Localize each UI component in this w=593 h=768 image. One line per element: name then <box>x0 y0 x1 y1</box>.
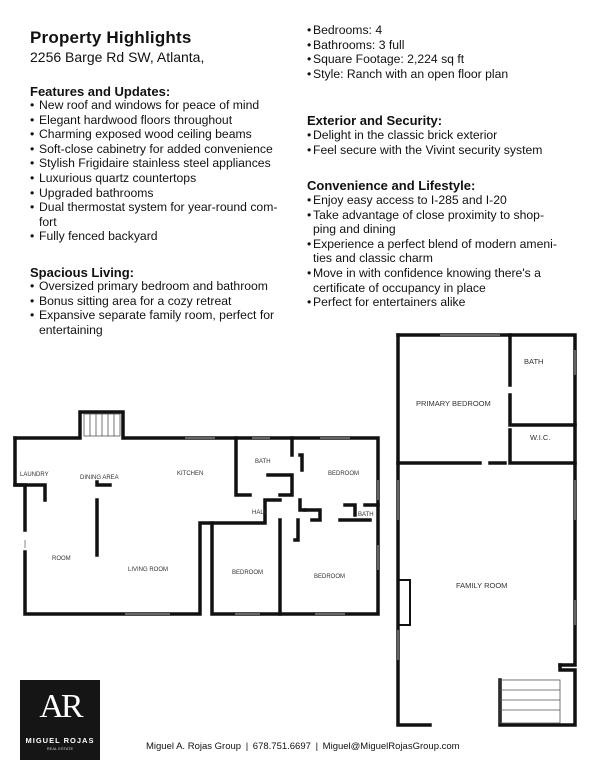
page-title: Property Highlights <box>30 28 192 47</box>
room-label-primary-bedroom: PRIMARY BEDROOM <box>416 399 491 408</box>
list-item: • Enjoy easy access to I-285 and I-20 <box>307 193 577 208</box>
room-label-family: FAMILY ROOM <box>456 581 508 590</box>
room-label-bedroom-2: BEDROOM <box>232 570 264 576</box>
exterior-heading: Exterior and Security: <box>307 113 443 128</box>
list-item: • Elegant hardwood floors throughout <box>30 113 300 128</box>
logo-name: MIGUEL ROJAS <box>25 736 95 745</box>
list-item: • Take advantage of close proximity to shop- <box>307 208 577 223</box>
room-label-bath-1: BATH <box>255 459 271 465</box>
room-label-dining: DINING AREA <box>80 475 119 481</box>
list-item-continued: certificate of occupancy in place <box>313 280 486 295</box>
brand-logo <box>20 680 100 760</box>
room-label-bath-2: BATH <box>358 512 374 518</box>
list-item: • Upgraded bathrooms <box>30 186 300 201</box>
list-item: • Bathrooms: 3 full <box>307 38 577 53</box>
list-item: • Expansive separate family room, perfect for <box>30 308 300 323</box>
facts-list <box>307 23 577 81</box>
room-label-living: LIVING ROOM <box>128 567 169 573</box>
separator: | <box>315 741 319 752</box>
property-address: 2256 Barge Rd SW, Atlanta, <box>30 49 205 65</box>
list-item: • Style: Ranch with an open floor plan <box>307 67 577 82</box>
phone-link[interactable]: 678.751.6697 <box>252 741 311 752</box>
features-heading: Features and Updates: <box>30 84 171 99</box>
list-item: • Bedrooms: 4 <box>307 23 577 38</box>
agent-group: Miguel A. Rojas Group <box>146 741 242 752</box>
list-item: • Delight in the classic brick exterior <box>307 128 577 143</box>
room-label-hall: HALL <box>252 510 268 516</box>
list-item: • Charming exposed wood ceiling beams <box>30 127 300 142</box>
contact-footer <box>145 741 461 752</box>
list-item: • Perfect for entertainers alike <box>307 295 577 310</box>
room-label-bedroom-1: BEDROOM <box>328 471 360 477</box>
list-item: • Feel secure with the Vivint security system <box>307 143 577 158</box>
logo-subtitle: REAL ESTATE <box>46 746 74 751</box>
floor-plan <box>0 322 593 735</box>
features-list <box>30 98 300 244</box>
convenience-heading: Convenience and Lifestyle: <box>307 178 476 193</box>
list-item: • New roof and windows for peace of mind <box>30 98 300 113</box>
room-label-kitchen: KITCHEN <box>177 471 204 477</box>
list-item: • Fully fenced backyard <box>30 229 300 244</box>
list-item: • Square Footage: 2,224 sq ft <box>307 52 577 67</box>
list-item: • Experience a perfect blend of modern ameni- <box>307 237 577 252</box>
room-label-room: ROOM <box>52 556 71 562</box>
list-item-continued: ties and classic charm <box>313 251 433 266</box>
email-link[interactable]: Miguel@MiguelRojasGroup.com <box>322 741 460 752</box>
list-item: • Luxurious quartz countertops <box>30 171 300 186</box>
convenience-list <box>307 193 577 310</box>
list-item: • Stylish Frigidaire stainless steel appliances <box>30 156 300 171</box>
list-item-continued: entertaining <box>39 322 103 337</box>
list-item-continued: fort <box>39 214 57 229</box>
spacious-heading: Spacious Living: <box>30 265 135 280</box>
list-item: • Move in with confidence knowing there's a <box>307 266 577 281</box>
room-label-laundry: LAUNDRY <box>20 472 49 478</box>
room-label-wic: W.I.C. <box>530 433 551 442</box>
list-item: • Oversized primary bedroom and bathroom <box>30 279 300 294</box>
list-item: • Bonus sitting area for a cozy retreat <box>30 294 300 309</box>
list-item: • Soft-close cabinetry for added convenience <box>30 142 300 157</box>
list-item: • Dual thermostat system for year-round com- <box>30 200 300 215</box>
room-label-bath-3: BATH <box>524 357 544 366</box>
room-label-bedroom-3: BEDROOM <box>314 574 346 580</box>
exterior-list <box>307 128 577 157</box>
separator: | <box>245 741 249 752</box>
list-item-continued: ping and dining <box>313 222 396 237</box>
logo-monogram: AR <box>39 688 81 725</box>
